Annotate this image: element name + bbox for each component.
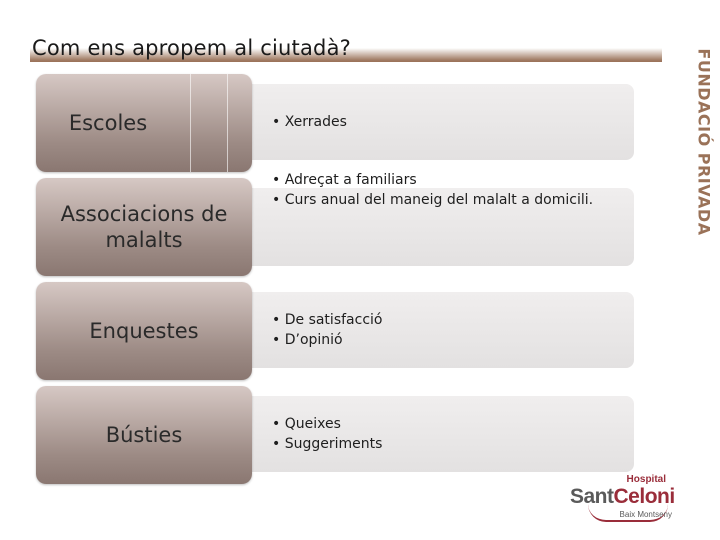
row-label-text: Enquestes [89,319,199,343]
row-label-associacions [36,178,252,276]
list-item: • D’opinió [272,330,382,350]
row-label-enquestes [36,282,252,380]
bullet-list [272,170,634,210]
row-content-escoles [248,84,634,160]
list-item: • Xerrades [272,112,347,132]
list-item: • De satisfacció [272,310,382,330]
list-item: • Adreçat a familiars [272,170,634,190]
bullet-list [272,414,382,454]
label-divider [190,74,228,172]
logo-name-right: Celoni [613,485,675,508]
list-item: • Curs anual del maneig del malalt a domicili. [272,190,634,210]
hospital-logo [570,474,682,522]
logo-sub-text: Baix Montseny [619,510,672,519]
row-label-text: Bústies [105,423,183,447]
bullet-list [272,112,347,132]
row-content-busties [248,396,634,472]
row-label-busties [36,386,252,484]
bullet-list [272,310,382,350]
logo-name-left: Sant [570,485,614,508]
list-item: • Suggeriments [272,434,382,454]
row-label-text: Escoles [68,111,148,135]
side-label: FUNDACIÓ PRIVADA [694,48,714,236]
page-title: Com ens apropem al ciutadà? [32,36,352,60]
row-label-escoles [36,74,252,172]
list-item: • Queixes [272,414,382,434]
row-label-text: Associacions de malalts [60,202,228,252]
row-content-enquestes [248,292,634,368]
row-content-associacions [248,172,634,266]
logo-top-text: Hospital [626,474,666,485]
